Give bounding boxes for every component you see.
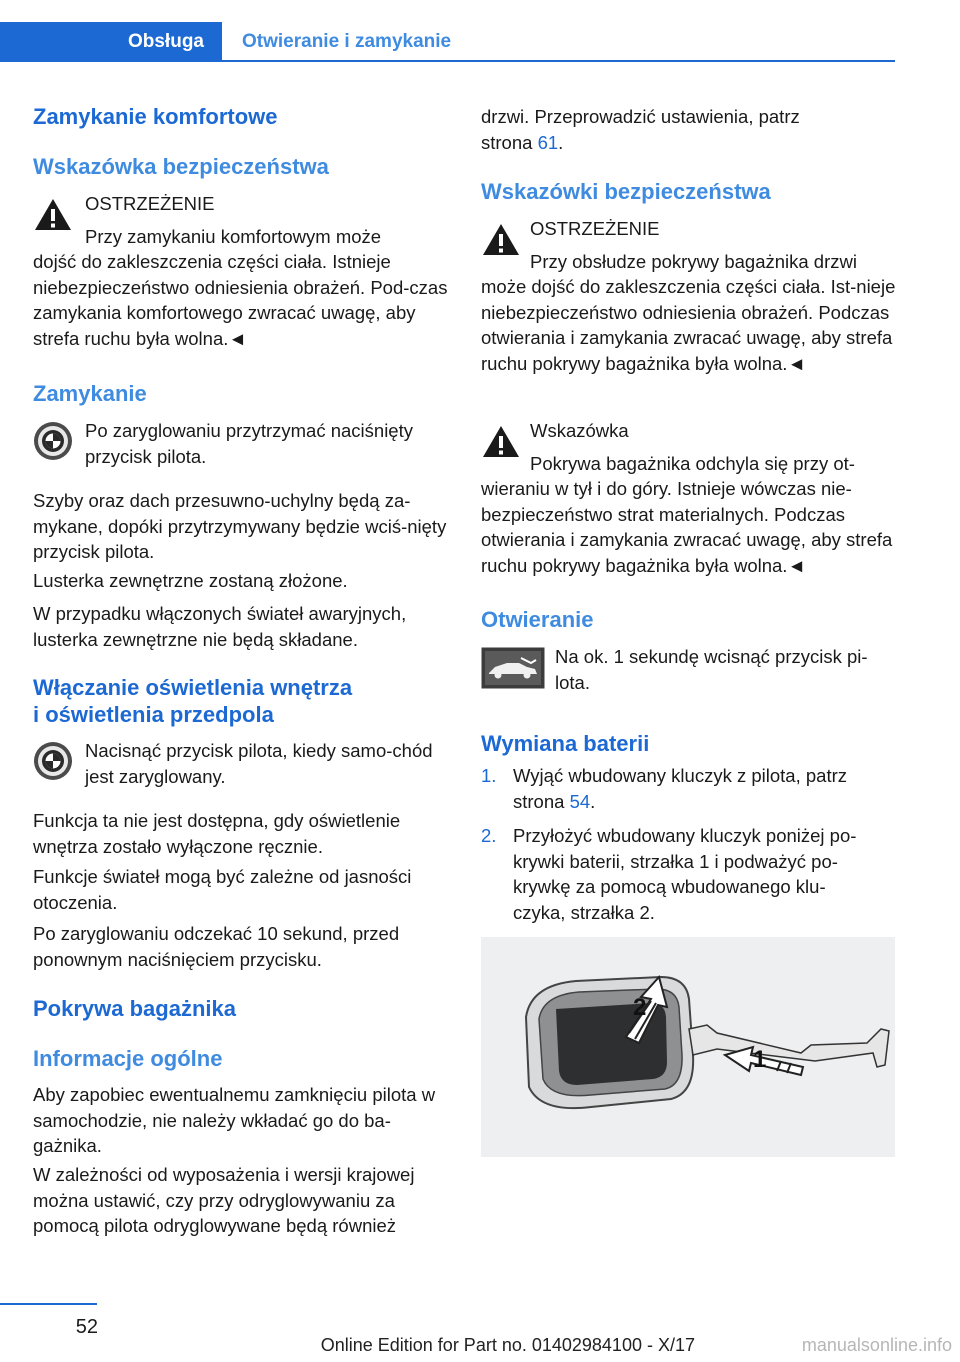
warning-text-first-line: Przy zamykaniu komfortowym może xyxy=(85,226,382,247)
tab-otwieranie[interactable]: Otwieranie i zamykanie xyxy=(242,31,452,52)
list-text: Przyłożyć wbudowany kluczyk poniżej po-krywki baterii, strzałka 1 i podważyć po-krywkę za pomocą wbudowanego klu-czyka, strzałka 2. xyxy=(513,825,857,923)
warning-text: może dojść do zakleszczenia części ciała. Ist-nieje niebezpieczeństwo odniesienia obrażeń. Podczas otwierania i zamykania zwracać uwagę, aby strefa ruchu pokrywy bagażnika była wolna.◄ xyxy=(481,276,896,374)
list-number: 1. xyxy=(481,765,497,786)
general-paragraph-1: Aby zapobiec ewentualnemu zamknięciu pilota w samochodzie, nie należy wkładać go do ba-gażnika. xyxy=(33,1084,436,1156)
trunk-button-icon xyxy=(481,647,545,689)
note-title: Wskazówka xyxy=(530,420,629,441)
note-text: wieraniu w tył i do góry. Istnieje wówczas nie-bezpieczeństwo strat materialnych. Podczas otwierania i zamykania zwracać uwagę, aby strefa ruchu pokrywy bagażnika była wolna.◄ xyxy=(481,478,893,576)
header-rule xyxy=(222,60,895,62)
battery-figure xyxy=(481,937,895,1157)
heading-lights-1: Włączanie oświetlenia wnętrza xyxy=(33,675,353,700)
note-text-first-line: Pokrywa bagażnika odchyla się przy ot- xyxy=(530,453,855,474)
heading-safety-note: Wskazówka bezpieczeństwa xyxy=(33,154,329,179)
list-item xyxy=(481,763,899,823)
closing-instruction: Po zaryglowaniu przytrzymać naciśnięty przycisk pilota. xyxy=(85,420,413,467)
warning-text: dojść do zakleszczenia części ciała. Istnieje niebezpieczeństwo odniesienia obrażeń. Pod-czas zamykania komfortowego zwracać uwagę, aby strefa ruchu była wolna.◄ xyxy=(33,251,448,349)
list-text: Wyjąć wbudowany kluczyk z pilota, patrz strona 54. xyxy=(513,765,847,812)
page-link-54[interactable]: 54 xyxy=(569,790,591,812)
lights-paragraph-2: Funkcje świateł mogą być zależne od jasności otoczenia. xyxy=(33,866,412,913)
lock-button-icon xyxy=(33,421,73,461)
footer-rule xyxy=(0,1303,97,1305)
warning-text-first-line: Przy obsłudze pokrywy bagażnika drzwi xyxy=(530,251,857,272)
heading-opening: Otwieranie xyxy=(481,607,594,632)
lock-button-icon xyxy=(33,741,73,781)
warning-triangle-icon xyxy=(481,222,521,258)
lights-paragraph-3: Po zaryglowaniu odczekać 10 sekund, przed ponownym naciśnięciem przycisku. xyxy=(33,923,400,970)
warning-title: OSTRZEŻENIE xyxy=(85,193,215,214)
heading-trunk: Pokrywa bagażnika xyxy=(33,996,236,1021)
heading-safety-notes: Wskazówki bezpieczeństwa xyxy=(481,179,771,204)
page-number: 52 xyxy=(75,1316,98,1338)
figure-label-1: 1 xyxy=(753,1046,767,1073)
closing-paragraph-2: Lusterka zewnętrzne zostaną złożone. xyxy=(33,570,348,591)
remote-key-illustration xyxy=(481,937,895,1157)
figure-label-2: 2 xyxy=(633,994,647,1021)
tab-obsluga[interactable]: Obsługa xyxy=(0,22,222,62)
lights-paragraph-1: Funkcja ta nie jest dostępna, gdy oświetlenie wnętrza zostało wyłączone ręcznie. xyxy=(33,810,401,857)
warning-triangle-icon xyxy=(481,424,521,460)
list-item xyxy=(481,823,899,933)
opening-instruction: Na ok. 1 sekundę wcisnąć przycisk pi-lota. xyxy=(555,646,868,693)
closing-paragraph-3: W przypadku włączonych świateł awaryjnych, lusterka zewnętrzne nie będą składane. xyxy=(33,603,407,650)
heading-lights-2: i oświetlenia przedpola xyxy=(33,702,274,727)
header-tabs xyxy=(0,22,895,62)
closing-paragraph-1: Szyby oraz dach przesuwno-uchylny będą za-mykane, dopóki przytrzymywany będzie wciś-nięty przycisk pilota. xyxy=(33,490,447,562)
heading-closing: Zamykanie xyxy=(33,381,147,406)
heading-general-info: Informacje ogólne xyxy=(33,1046,223,1071)
warning-triangle-icon xyxy=(33,197,73,233)
page-link-61[interactable]: 61 xyxy=(537,132,559,153)
footer-edition: Online Edition for Part no. 01402984100 - X/17 xyxy=(320,1335,695,1355)
heading-battery: Wymiana baterii xyxy=(481,731,650,756)
footer-watermark: manualsonline.info xyxy=(801,1335,952,1355)
heading-comfort-closing: Zamykanie komfortowe xyxy=(33,104,278,129)
lights-instruction: Nacisnąć przycisk pilota, kiedy samo-chód jest zaryglowany. xyxy=(85,740,433,787)
continued-line-1: drzwi. Przeprowadzić ustawienia, patrz xyxy=(481,106,800,127)
continued-line-2: strona 61. xyxy=(481,132,564,153)
general-paragraph-2: W zależności od wyposażenia i wersji krajowej można ustawić, czy przy odryglowywaniu za pomocą pilota odryglowywane będą również xyxy=(33,1164,415,1236)
list-number: 2. xyxy=(481,825,497,846)
warning-title: OSTRZEŻENIE xyxy=(530,218,660,239)
